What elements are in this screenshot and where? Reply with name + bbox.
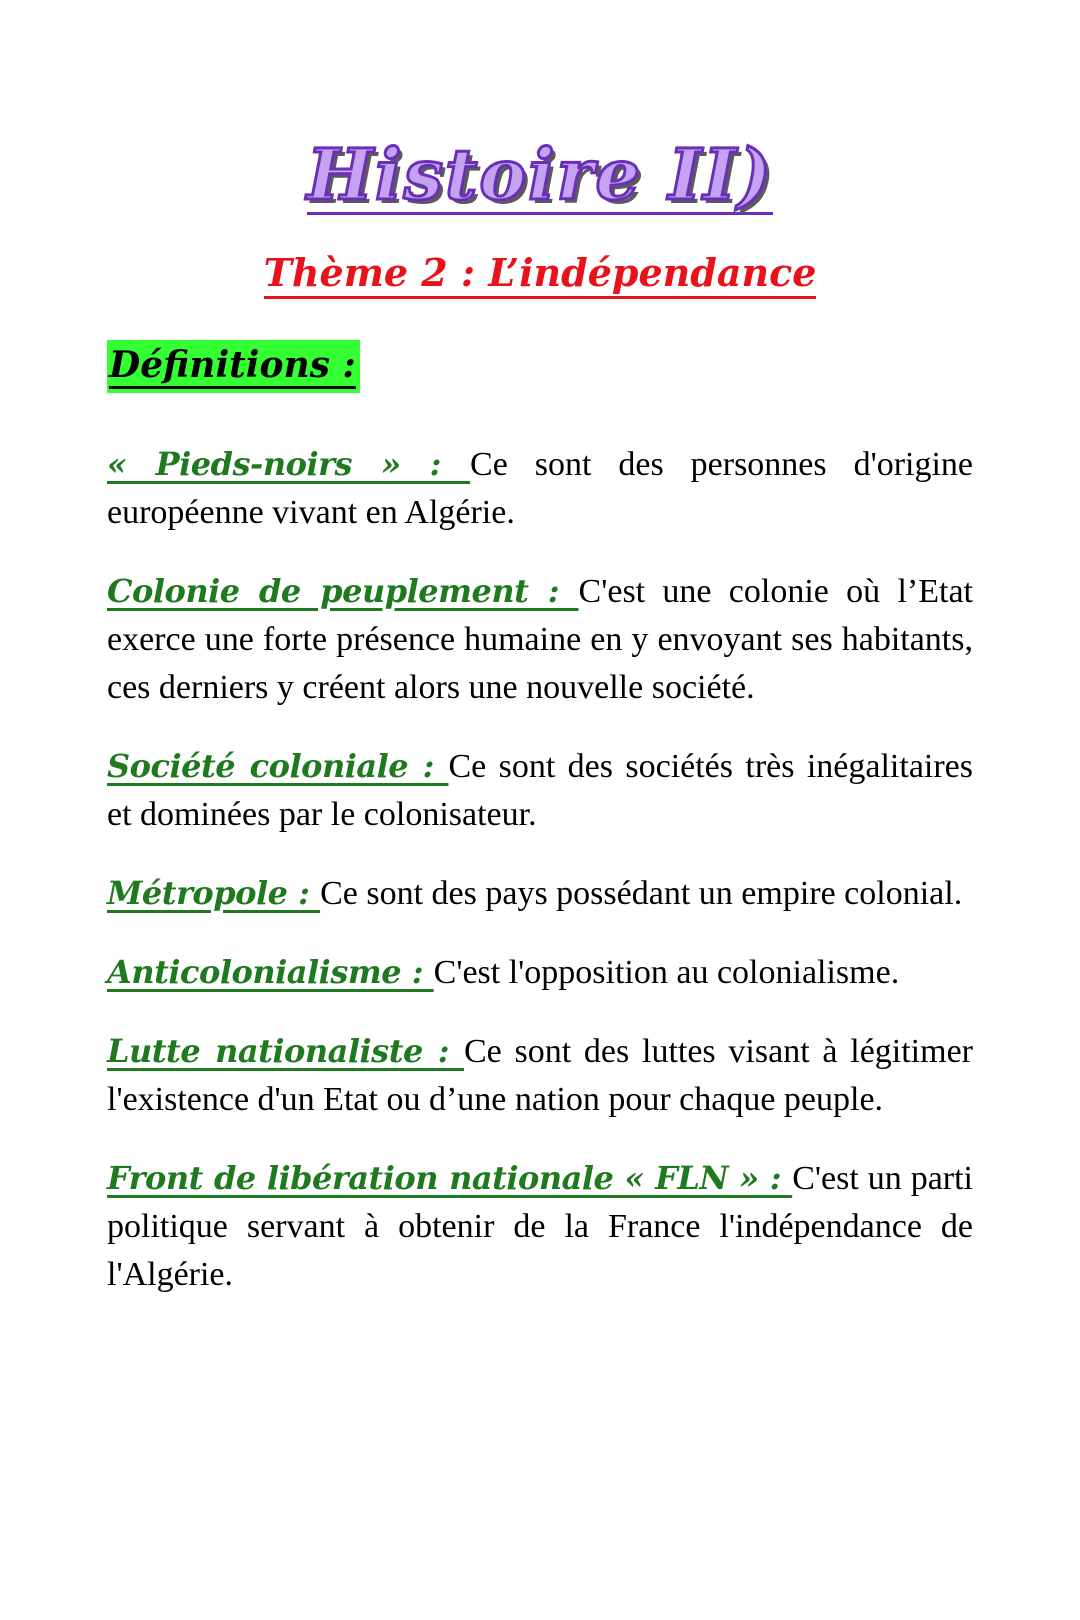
definition-term: Front de libération nationale « FLN » : (107, 1159, 793, 1197)
definition-term: Colonie de peuplement : (107, 572, 579, 610)
document-subtitle-text: Thème 2 : L’indépendance (264, 250, 817, 299)
section-heading-text: Définitions : (109, 344, 356, 389)
definition-item (107, 948, 973, 997)
definition-item (107, 440, 973, 537)
definition-text: C'est un parti politique servant à obtenir de la France l'indépendance de l'Algérie. (107, 1160, 973, 1293)
document-title (0, 133, 1080, 216)
definition-text: Ce sont des pays possédant un empire colonial. (320, 875, 963, 912)
definition-text: C'est une colonie où l’Etat exerce une forte présence humaine en y envoyant ses habitants, ces derniers y créent alors une nouvelle société. (107, 573, 973, 706)
definition-item (107, 1027, 973, 1124)
definition-term: Lutte nationaliste : (107, 1032, 464, 1070)
definition-item (107, 742, 973, 839)
definition-text: Ce sont des personnes d'origine européenne vivant en Algérie. (107, 446, 973, 531)
definition-item (107, 869, 973, 918)
definition-term: Anticolonialisme : (107, 953, 434, 991)
definition-item (107, 567, 973, 712)
definition-text: Ce sont des luttes visant à légitimer l'existence d'un Etat ou d’une nation pour chaque peuple. (107, 1033, 973, 1118)
definition-text: C'est l'opposition au colonialisme. (433, 954, 900, 991)
definition-text: Ce sont des sociétés très inégalitaires et dominées par le colonisateur. (107, 748, 973, 833)
document-subtitle (0, 252, 1080, 294)
definition-term: Société coloniale : (107, 747, 449, 785)
definition-item (107, 1154, 973, 1299)
document-title-text: Histoire II) (306, 133, 774, 216)
definition-term: « Pieds-noirs » : (107, 445, 471, 483)
definition-term: Métropole : (107, 874, 321, 912)
definitions-list (107, 440, 973, 1329)
section-heading-definitions (107, 340, 360, 393)
